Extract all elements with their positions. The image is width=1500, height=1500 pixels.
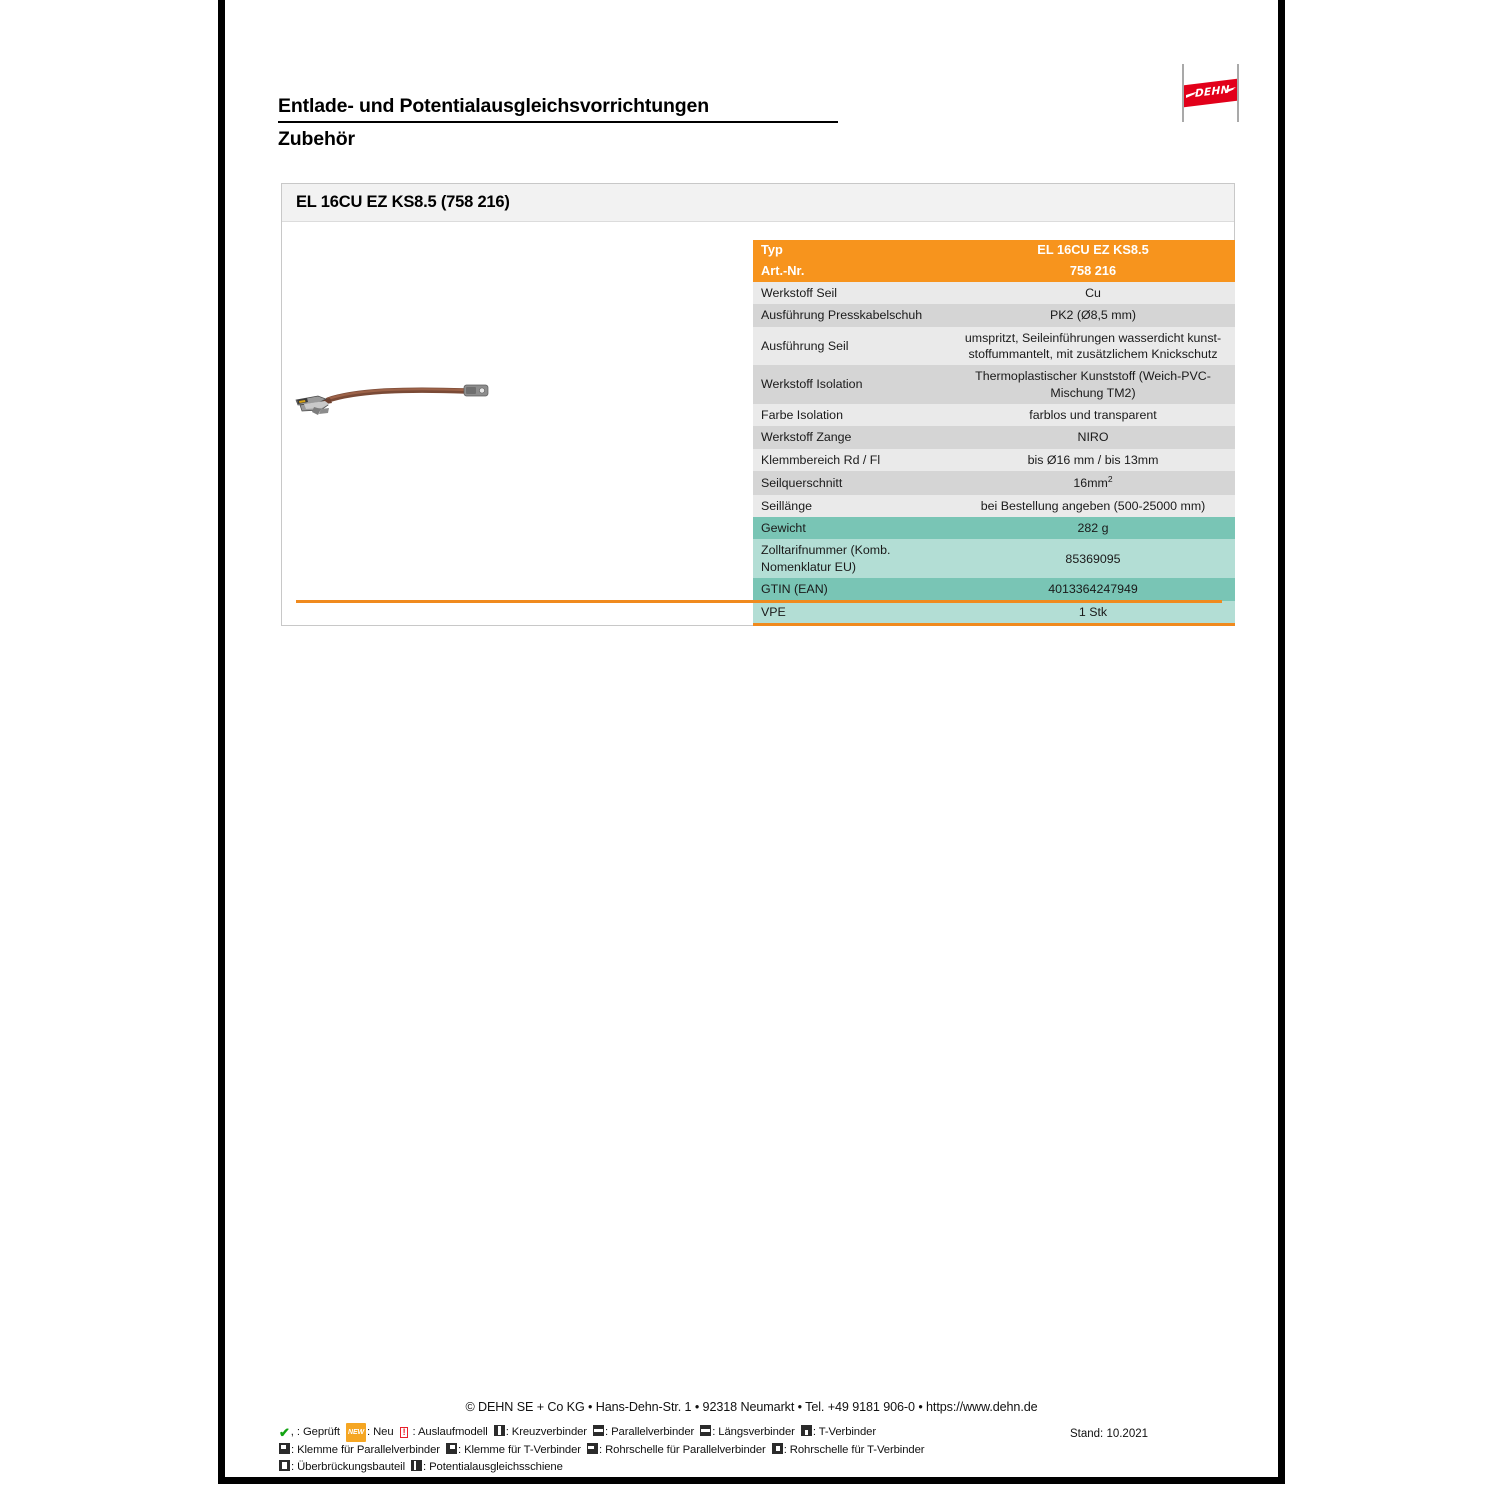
spec-value: umspritzt, Seileinführungen wasserdicht kunst-stoffummantelt, mit zusätzlichem Knickschutz [951,327,1235,366]
spec-value-seilquerschnitt: $16mm^2$ [951,471,1235,495]
spec-value: bis Ø16 mm / bis 13mm [951,449,1235,471]
table-row [753,471,1235,495]
spec-key: Gewicht [753,517,951,539]
new-badge-icon: NEW [346,1423,366,1442]
spec-key: Werkstoff Isolation [753,365,951,404]
copyright-text: © DEHN SE + Co KG • Hans-Dehn-Str. 1 • 92318 Neumarkt • Tel. +49 9181 906-0 • https://www.dehn.de [465,1400,1038,1414]
legend-label: : Neu [367,1426,394,1438]
document-header [278,95,838,151]
table-row [753,261,1235,282]
table-row [753,601,1235,625]
table-row [753,327,1235,366]
table-row [753,539,1235,578]
table-row [753,578,1235,600]
parallel-connector-icon [593,1425,604,1436]
product-image [288,374,523,424]
spec-key: Art.-Nr. [753,261,951,282]
spec-value: EL 16CU EZ KS8.5 [951,240,1235,261]
spec-key: Werkstoff Zange [753,426,951,448]
panel-divider [296,600,1222,603]
document-page [218,0,1285,1484]
legend-row [279,1442,1224,1459]
specification-table [753,240,1235,626]
spec-value: 1 Stk [951,601,1235,625]
table-row [753,365,1235,404]
logo-text: DEHN [1195,83,1230,100]
spec-value: bei Bestellung angeben (500-25000 mm) [951,495,1235,517]
spec-value: PK2 (Ø8,5 mm) [951,304,1235,326]
longitudinal-connector-icon [700,1425,711,1436]
pipe-clamp-parallel-icon [587,1443,598,1454]
legend-label: : Klemme für T-Verbinder [458,1444,581,1456]
spec-table-body [753,240,1235,624]
spec-value: 758 216 [951,261,1235,282]
table-row [753,426,1235,448]
legend-label: : Kreuzverbinder [505,1426,587,1438]
spec-value: Cu [951,282,1235,304]
legend-label: : Auslaufmodell [409,1426,488,1438]
spec-key: Farbe Isolation [753,404,951,426]
spec-key: Zolltarifnummer (Komb. Nomenklatur EU) [753,539,951,578]
warning-icon: ! [400,1427,409,1438]
dehn-logo [1180,58,1242,126]
equipotential-bar-icon [411,1460,422,1471]
legend-label: : Längsverbinder [712,1426,795,1438]
spec-value: Thermoplastischer Kunststoff (Weich-PVC-Mischung TM2) [951,365,1235,404]
cross-connector-icon [494,1425,505,1436]
legend-label: : Klemme für Parallelverbinder [291,1444,440,1456]
bridging-component-icon [279,1460,290,1471]
spec-key: Werkstoff Seil [753,282,951,304]
clamp-parallel-icon [279,1443,290,1454]
logo-mark-icon [1184,79,1237,108]
legend-label: : Parallelverbinder [605,1426,695,1438]
table-row [753,240,1235,261]
legend-label: : T-Verbinder [812,1426,877,1438]
spec-value: 282 g [951,517,1235,539]
table-row [753,517,1235,539]
legend-label: , : Geprüft [290,1426,340,1438]
spec-key: VPE [753,601,951,625]
legend-label: : Überbrückungsbauteil [291,1461,405,1473]
product-title: EL 16CU EZ KS8.5 (758 216) [296,193,510,211]
check-icon: ✔ [279,1425,290,1440]
revision-date: Stand: 10.2021 [1070,1428,1149,1440]
legend-row [279,1459,1224,1476]
pipe-clamp-t-icon [772,1443,783,1454]
spec-value: NIRO [951,426,1235,448]
page-title: Entlade- und Potentialausgleichsvorrichtungen [278,95,838,123]
spec-value: farblos und transparent [951,404,1235,426]
product-panel [281,183,1235,626]
spec-key: GTIN (EAN) [753,578,951,600]
table-row [753,449,1235,471]
t-connector-icon [801,1425,812,1436]
table-row [753,495,1235,517]
table-row [753,304,1235,326]
page-footer [225,1400,1278,1476]
spec-key: Seilquerschnitt [753,471,951,495]
table-row [753,404,1235,426]
spec-value: 4013364247949 [951,578,1235,600]
spec-key: Ausführung Presskabelschuh [753,304,951,326]
legend-label: : Rohrschelle für T-Verbinder [783,1444,925,1456]
logo-rule-right [1237,64,1239,122]
legend-label: : Rohrschelle für Parallelverbinder [599,1444,766,1456]
spec-value: 85369095 [951,539,1235,578]
clamp-t-icon [446,1443,457,1454]
spec-key: Klemmbereich Rd / Fl [753,449,951,471]
panel-header [282,184,1234,222]
table-row [753,282,1235,304]
page-subtitle: Zubehör [278,128,355,150]
spec-key: Typ [753,240,951,261]
spec-key: Seillänge [753,495,951,517]
legend-label: : Potentialausgleichsschiene [423,1461,563,1473]
spec-key: Ausführung Seil [753,327,951,366]
